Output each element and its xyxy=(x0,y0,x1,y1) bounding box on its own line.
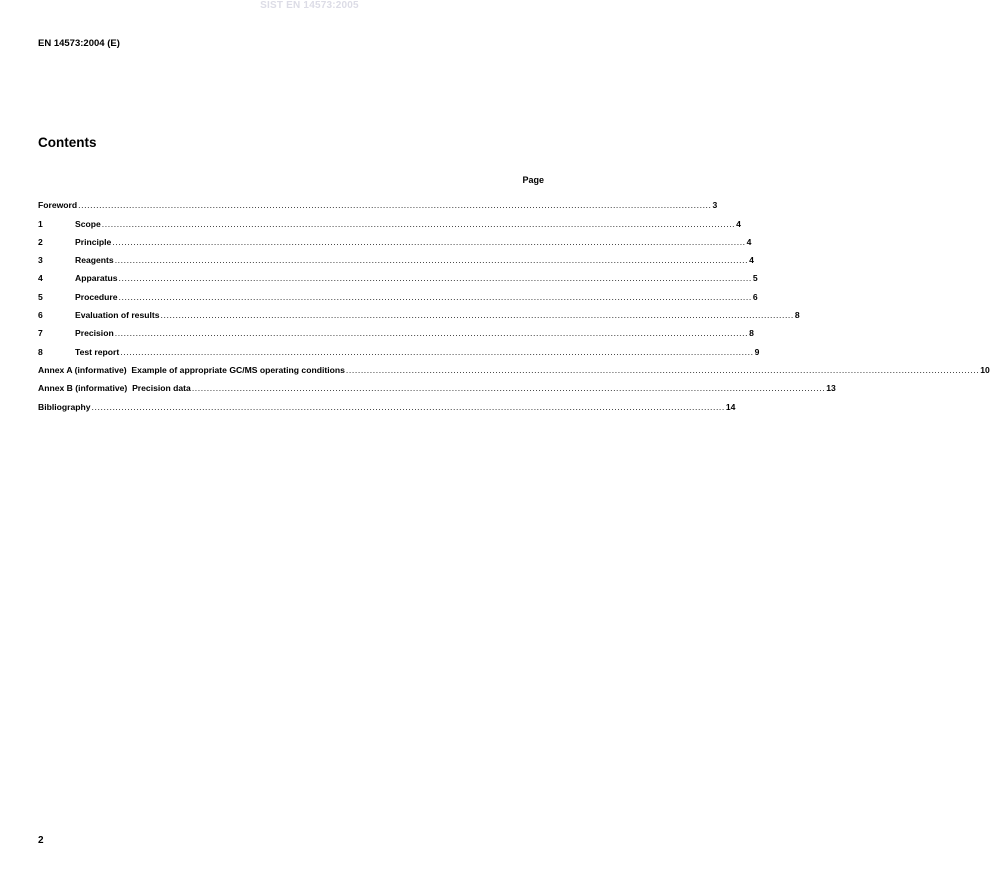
toc-entry-annex-b[interactable] xyxy=(38,375,836,394)
toc-entry-title: Principle xyxy=(75,236,112,247)
toc-entry-title: Scope xyxy=(75,218,101,229)
toc-entry-principle[interactable] xyxy=(38,229,752,247)
toc-entry-number: 1 xyxy=(38,218,43,229)
toc-entry-precision[interactable] xyxy=(38,320,754,339)
toc-entry-title: Reagents xyxy=(75,255,114,266)
toc-entry-page: 4 xyxy=(746,236,752,247)
toc-entry-number: 2 xyxy=(38,236,43,247)
toc-entry-title: Evaluation of results xyxy=(75,310,160,321)
toc-entry-title: Annex A (informative) Example of appropriate GC/MS operating conditions xyxy=(38,364,345,375)
toc-entry-number: 4 xyxy=(38,273,43,284)
toc-entry-title: Bibliography xyxy=(38,401,91,412)
toc-leader-dots: .................................................................................................................................................................................................................... xyxy=(78,200,712,211)
toc-entry-page: 9 xyxy=(754,346,760,357)
toc-leader-dots: .................................................................................................................................................................................................................... xyxy=(191,383,826,394)
toc-entry-page: 13 xyxy=(826,383,836,394)
table-of-contents xyxy=(38,192,990,412)
toc-leader-dots: .................................................................................................................................................................................................................... xyxy=(118,273,752,284)
toc-entry-page: 8 xyxy=(749,328,754,339)
toc-leader-dots: .................................................................................................................................................................................................................... xyxy=(345,364,980,375)
contents-title: Contents xyxy=(38,135,97,150)
toc-leader-dots: .................................................................................................................................................................................................................... xyxy=(114,328,749,339)
toc-entry-title: Procedure xyxy=(75,291,118,302)
document-id: EN 14573:2004 (E) xyxy=(38,38,120,49)
toc-entry-number: 6 xyxy=(38,310,43,321)
toc-leader-dots: .................................................................................................................................................................................................................... xyxy=(101,218,736,229)
toc-entry-number: 5 xyxy=(38,291,43,302)
toc-entry-page: 5 xyxy=(752,273,758,284)
toc-entry-title: Foreword xyxy=(38,200,78,211)
toc-entry-page: 4 xyxy=(749,255,754,266)
toc-entry-page: 10 xyxy=(980,364,990,375)
page-number: 2 xyxy=(38,835,44,846)
toc-entry-page: 6 xyxy=(752,291,758,302)
toc-entry-apparatus[interactable] xyxy=(38,265,758,284)
toc-leader-dots: .................................................................................................................................................................................................................... xyxy=(160,310,794,321)
toc-entry-annex-a[interactable] xyxy=(38,357,990,375)
toc-leader-dots: .................................................................................................................................................................................................................... xyxy=(112,236,746,247)
toc-leader-dots: .................................................................................................................................................................................................................... xyxy=(91,401,725,412)
toc-leader-dots: .................................................................................................................................................................................................................... xyxy=(114,255,749,266)
toc-entry-evaluation[interactable] xyxy=(38,302,800,321)
toc-entry-bibliography[interactable] xyxy=(38,393,736,412)
toc-entry-number: 3 xyxy=(38,255,43,266)
toc-entry-page: 3 xyxy=(712,200,718,211)
toc-entry-page: 14 xyxy=(725,401,736,412)
toc-entry-foreword[interactable] xyxy=(38,192,718,211)
toc-leader-dots: .................................................................................................................................................................................................................... xyxy=(120,346,754,357)
toc-entry-page: 4 xyxy=(736,218,741,229)
toc-entry-scope[interactable] xyxy=(38,210,741,229)
toc-entry-procedure[interactable] xyxy=(38,283,758,302)
toc-entry-number: 8 xyxy=(38,346,43,357)
toc-entry-test-report[interactable] xyxy=(38,338,760,357)
toc-entry-title: Test report xyxy=(75,346,120,357)
toc-entry-reagents[interactable] xyxy=(38,247,754,266)
toc-entry-number: 7 xyxy=(38,328,43,339)
toc-leader-dots: .................................................................................................................................................................................................................... xyxy=(118,291,752,302)
toc-entry-page: 8 xyxy=(794,310,800,321)
page-column-label: Page xyxy=(522,175,544,185)
watermark: SIST EN 14573:2005 xyxy=(260,0,359,11)
toc-entry-title: Annex B (informative) Precision data xyxy=(38,383,191,394)
toc-entry-title: Apparatus xyxy=(75,273,118,284)
toc-entry-title: Precision xyxy=(75,328,114,339)
